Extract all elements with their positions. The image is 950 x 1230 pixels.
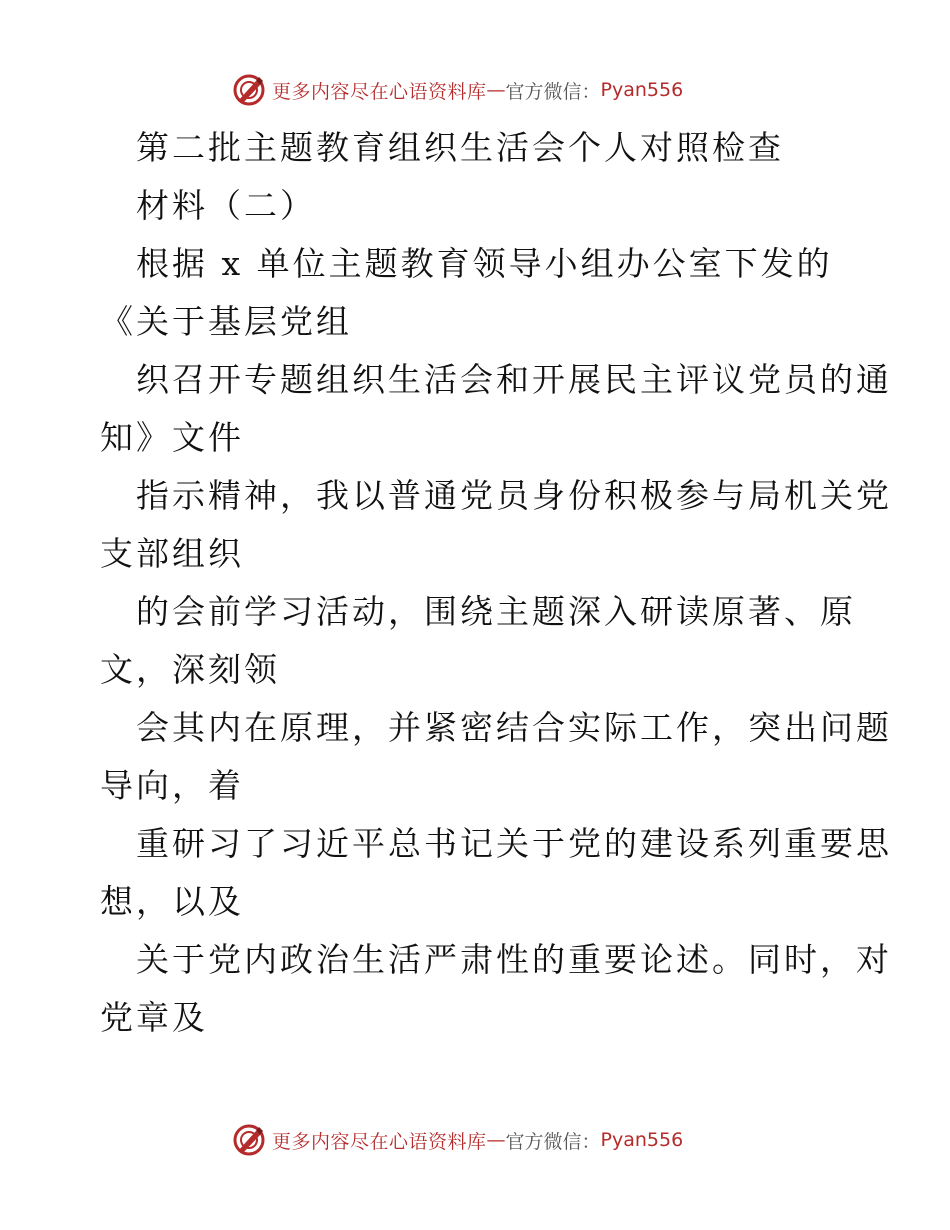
watermark-id: Pyan556 — [600, 79, 684, 101]
paragraph-line: 党章及 — [100, 998, 208, 1037]
watermark-label: 官方微信： — [505, 1130, 601, 1153]
document-title-line-2: 材料（二） — [136, 186, 316, 225]
paragraph-line: 想，以及 — [100, 882, 244, 921]
paragraph-line: 关于党内政治生活严肃性的重要论述。同时，对 — [136, 940, 892, 979]
document-title-line-1: 第二批主题教育组织生活会个人对照检查 — [136, 128, 784, 167]
paragraph-line: 知》文件 — [100, 418, 244, 457]
watermark-site-text: 更多内容尽在心语资料库 — [272, 1130, 487, 1153]
paragraph-line: 文，深刻领 — [100, 650, 280, 689]
paragraph-line: 根据 x 单位主题教育领导小组办公室下发的 — [136, 244, 833, 283]
watermark-dash: — — [486, 1129, 506, 1151]
paragraph-line: 导向，着 — [100, 766, 244, 805]
paragraph-line: 重研习了习近平总书记关于党的建设系列重要思 — [136, 824, 892, 863]
header-watermark — [232, 72, 683, 108]
paragraph-line: 支部组织 — [100, 534, 244, 573]
paragraph-line: 《关于基层党组 — [100, 302, 352, 341]
paragraph-line: 织召开专题组织生活会和开展民主评议党员的通 — [136, 360, 892, 399]
watermark-label: 官方微信： — [505, 80, 601, 103]
paragraph-line: 指示精神，我以普通党员身份积极参与局机关党 — [136, 476, 892, 515]
watermark-site-text: 更多内容尽在心语资料库 — [272, 80, 487, 103]
watermark-dash: — — [486, 79, 506, 101]
paragraph-line: 会其内在原理，并紧密结合实际工作，突出问题 — [136, 708, 892, 747]
paragraph-line: 的会前学习活动，围绕主题深入研读原著、原 — [136, 592, 856, 631]
pen-logo-icon — [232, 1123, 266, 1157]
watermark-id: Pyan556 — [600, 1129, 684, 1151]
footer-watermark — [232, 1122, 683, 1158]
pen-logo-icon — [232, 73, 266, 107]
